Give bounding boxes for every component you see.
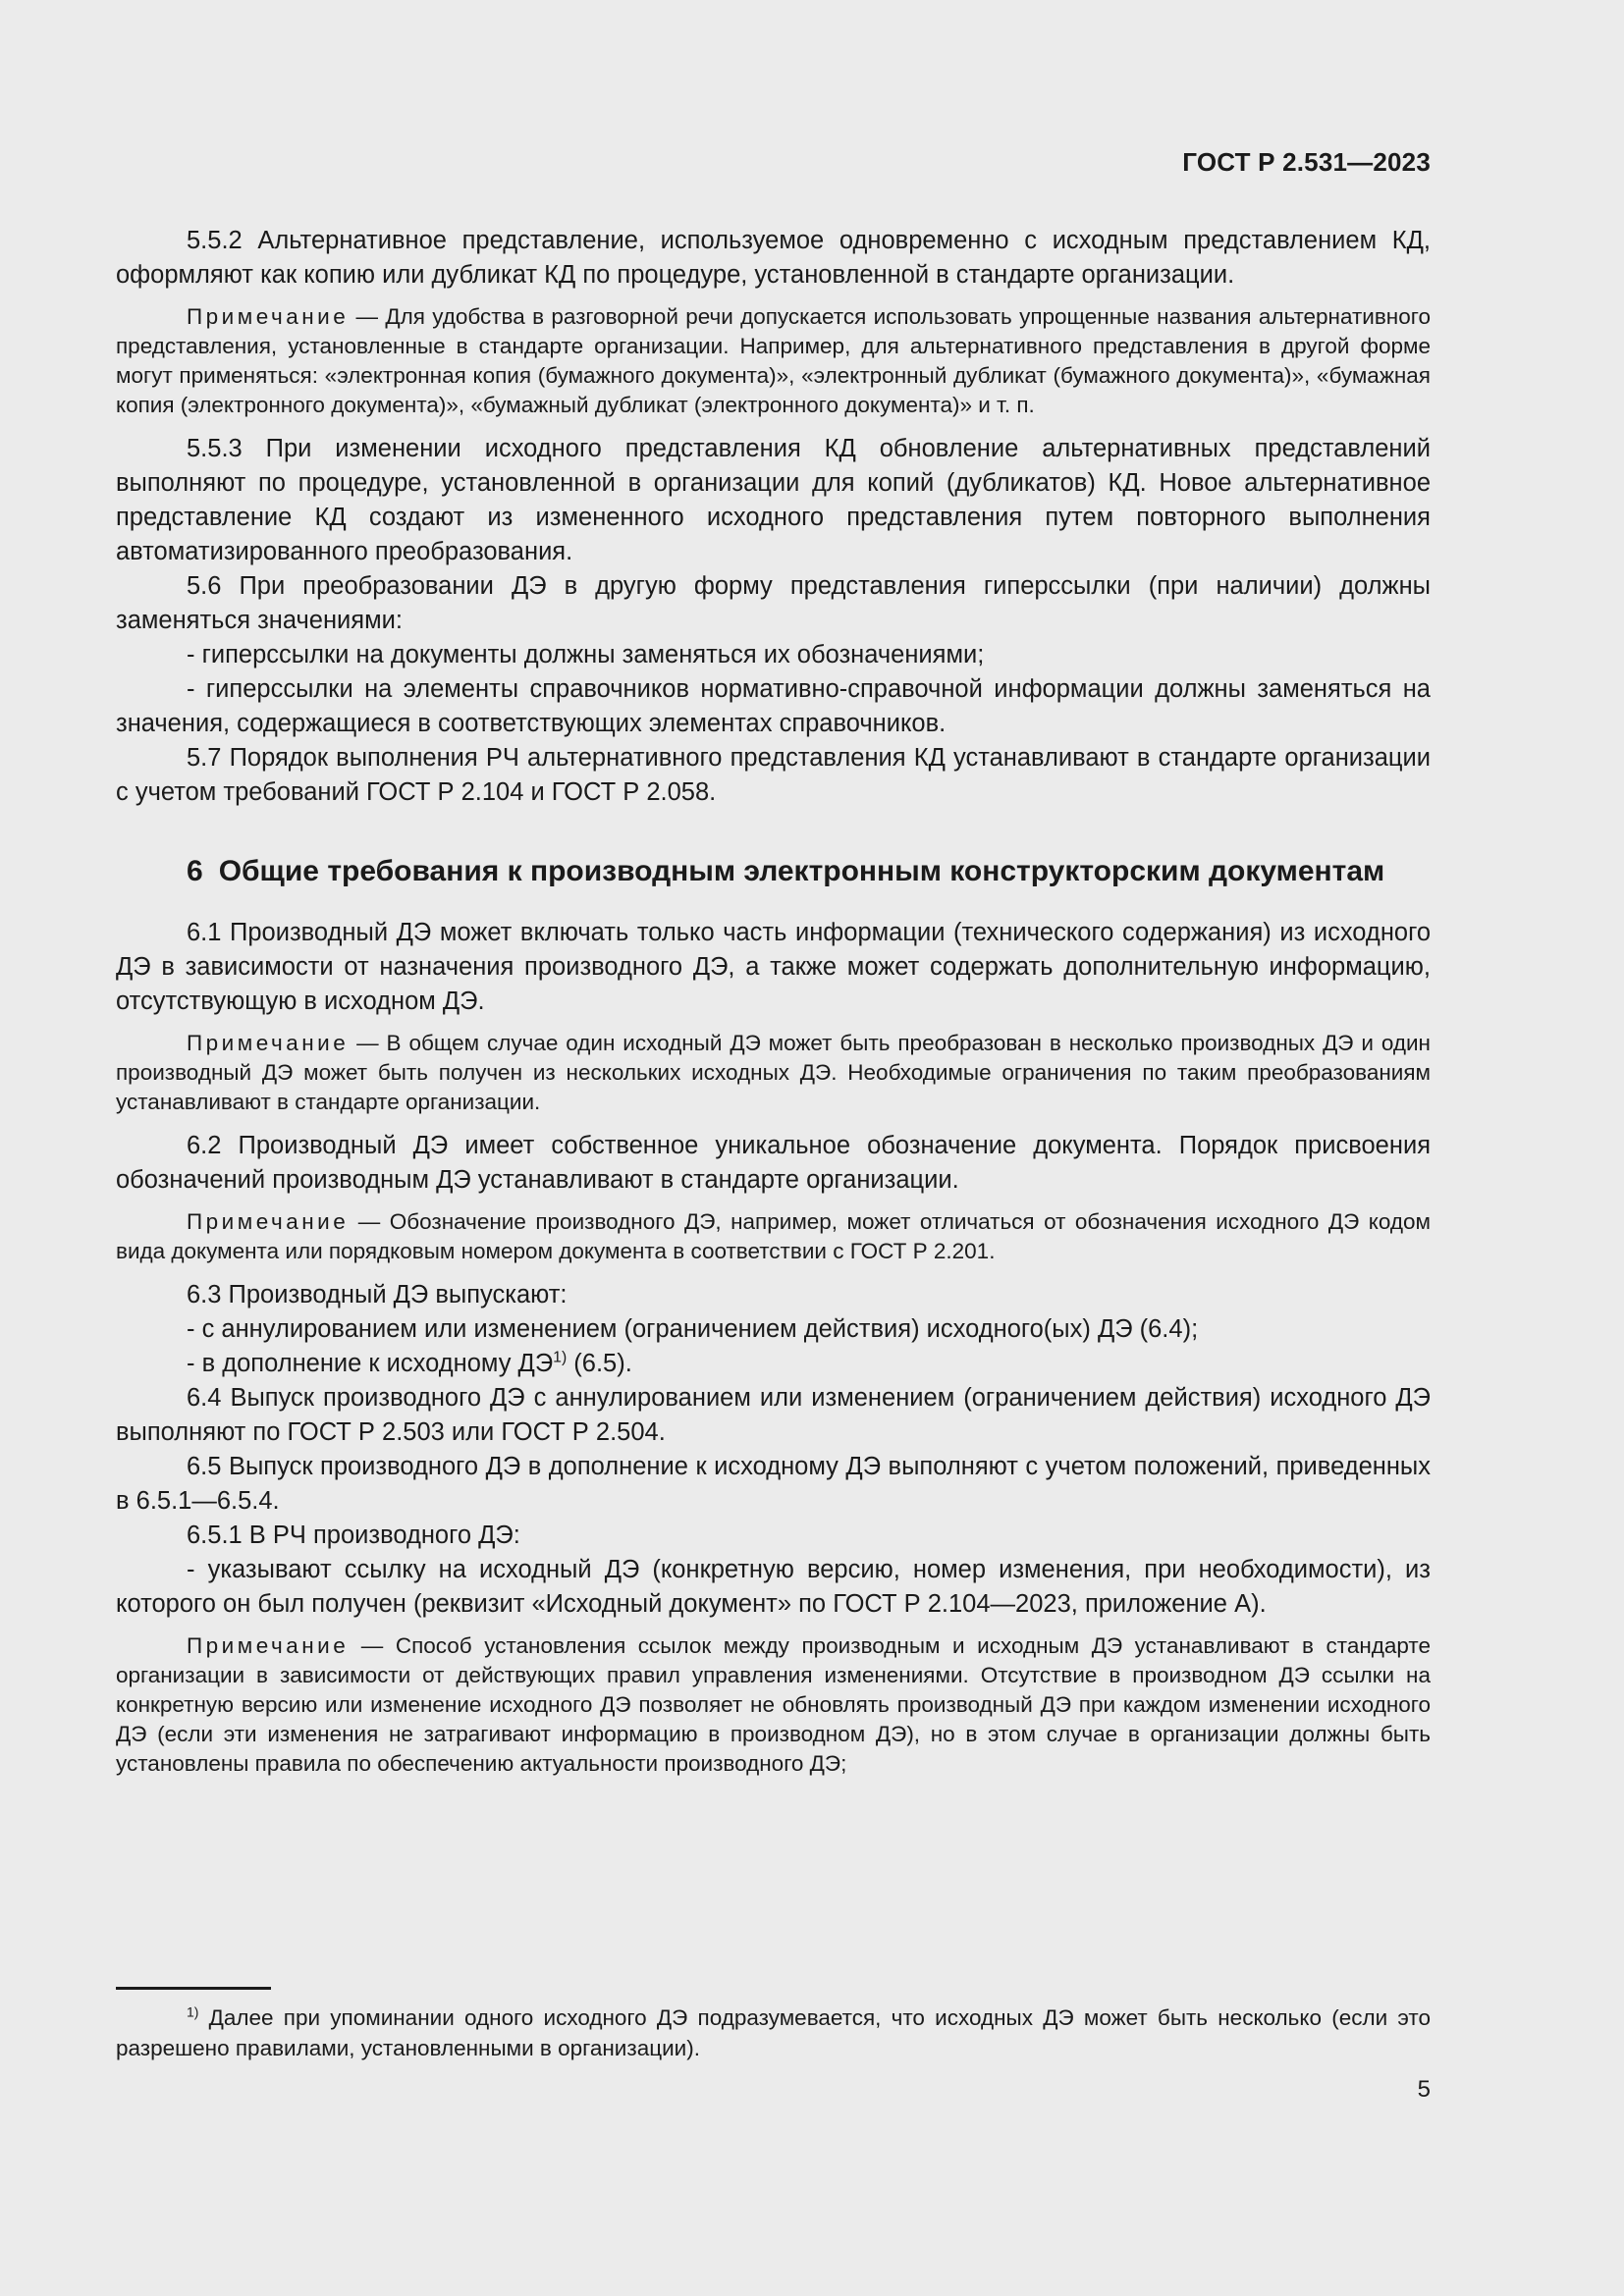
clause-5-5-3: 5.5.3 При изменении исходного представления КД обновление альтернативных представлений выполняют по процедуре, установленной в организации для копий (дубликатов) КД. Новое альтернативное представление КД создают из измененного исходного представления путем повторного выполнения автоматизированного преобразования. <box>116 435 1431 565</box>
footnote-reference[interactable]: 1) <box>553 1349 568 1366</box>
clause-5-6: 5.6 При преобразовании ДЭ в другую форму представления гиперссылки (при наличии) должны заменяться значениями: <box>116 572 1431 634</box>
clause-6-5: 6.5 Выпуск производного ДЭ в дополнение к исходному ДЭ выполняют с учетом положений, приведенных в 6.5.1—6.5.4. <box>116 1453 1431 1515</box>
note-text: — Для удобства в разговорной речи допускается использовать упрощенные названия альтернативного представления, установленные в стандарте организации. Например, для альтернативного представления в другой форме могут применяться: «электронная копия (бумажного документа)», «электронный дубликат (бумажного документа)», «бумажная копия (электронного документа)», «бумажный дубликат (электронного документа)» и т. п. <box>116 304 1431 417</box>
footnote-text: Далее при упоминании одного исходного ДЭ подразумевается, что исходных ДЭ может быть несколько (если это разрешено правилами, установленными в организации). <box>116 2005 1431 2060</box>
note-6-2 <box>116 1207 1431 1266</box>
clause-6-3-item-1: - с аннулированием или изменением (ограничением действия) исходного(ых) ДЭ (6.4); <box>187 1315 1199 1343</box>
clause-6-2: 6.2 Производный ДЭ имеет собственное уникальное обозначение документа. Порядок присвоения обозначений производным ДЭ устанавливают в стандарте организации. <box>116 1132 1431 1194</box>
note-text: — Способ установления ссылок между производным и исходным ДЭ устанавливают в стандарте организации в зависимости от действующих правил управления изменениями. Отсутствие в производном ДЭ ссылки на конкретную версию или изменение исходного ДЭ позволяет не обновлять производный ДЭ при каждом изменении исходного ДЭ (если эти изменения не затрагивают информацию в производном ДЭ), но в этом случае в организации должны быть установлены правила по обеспечению актуальности производного ДЭ; <box>116 1633 1431 1776</box>
note-label: Примечание <box>187 1031 350 1055</box>
note-label: Примечание <box>187 1209 350 1234</box>
note-label: Примечание <box>187 1633 350 1658</box>
clause-6-5-1: 6.5.1 В РЧ производного ДЭ: <box>187 1522 520 1549</box>
note-text: — В общем случае один исходный ДЭ может быть преобразован в несколько производных ДЭ и один производный ДЭ может быть получен из нескольких исходных ДЭ. Необходимые ограничения по таким преобразованиям устанавливают в стандарте организации. <box>116 1031 1431 1114</box>
section-6-heading <box>187 853 1431 890</box>
document-page <box>116 0 1431 2296</box>
item-text-end: (6.5). <box>567 1350 632 1377</box>
document-body <box>116 224 1431 1790</box>
section-title: Общие требования к производным электронным конструкторским документам <box>218 855 1385 887</box>
section-number: 6 <box>187 855 203 887</box>
clause-5-7: 5.7 Порядок выполнения РЧ альтернативного представления КД устанавливают в стандарте организации с учетом требований ГОСТ Р 2.104 и ГОСТ Р 2.058. <box>116 744 1431 806</box>
page-number: 5 <box>1417 2076 1431 2103</box>
clause-6-5-1-item-1: - указывают ссылку на исходный ДЭ (конкретную версию, номер изменения, при необходимости), из которого он был получен (реквизит «Исходный документ» по ГОСТ Р 2.104—2023, приложение А). <box>116 1556 1431 1618</box>
clause-6-3-item-2 <box>116 1347 1431 1381</box>
clause-5-6-item-1: - гиперссылки на документы должны заменяться их обозначениями; <box>187 641 985 668</box>
note-5-5-2 <box>116 302 1431 420</box>
item-text: - в дополнение к исходному ДЭ <box>187 1350 554 1377</box>
footnote <box>116 2002 1431 2063</box>
clause-6-3: 6.3 Производный ДЭ выпускают: <box>187 1281 568 1308</box>
footnote-divider <box>116 1987 271 1990</box>
clause-5-6-item-2: - гиперссылки на элементы справочников нормативно-справочной информации должны заменяться на значения, содержащиеся в соответствующих элементах справочников. <box>116 675 1431 737</box>
note-text: — Обозначение производного ДЭ, например, может отличаться от обозначения исходного ДЭ кодом вида документа или порядковым номером документа в соответствии с ГОСТ Р 2.201. <box>116 1209 1431 1263</box>
clause-6-1: 6.1 Производный ДЭ может включать только часть информации (технического содержания) из исходного ДЭ в зависимости от назначения производного ДЭ, а также может содержать дополнительную информацию, отсутствующую в исходном ДЭ. <box>116 919 1431 1015</box>
note-6-5-1 <box>116 1631 1431 1779</box>
note-label: Примечание <box>187 304 350 329</box>
document-code-header: ГОСТ Р 2.531—2023 <box>1182 147 1431 177</box>
note-6-1 <box>116 1029 1431 1117</box>
clause-6-4: 6.4 Выпуск производного ДЭ с аннулированием или изменением (ограничением действия) исходного ДЭ выполняют по ГОСТ Р 2.503 или ГОСТ Р 2.504. <box>116 1384 1431 1446</box>
footnote-mark: 1) <box>187 2003 199 2020</box>
clause-5-5-2: 5.5.2 Альтернативное представление, используемое одновременно с исходным представлением КД, оформляют как копию или дубликат КД по процедуре, установленной в стандарте организации. <box>116 227 1431 289</box>
